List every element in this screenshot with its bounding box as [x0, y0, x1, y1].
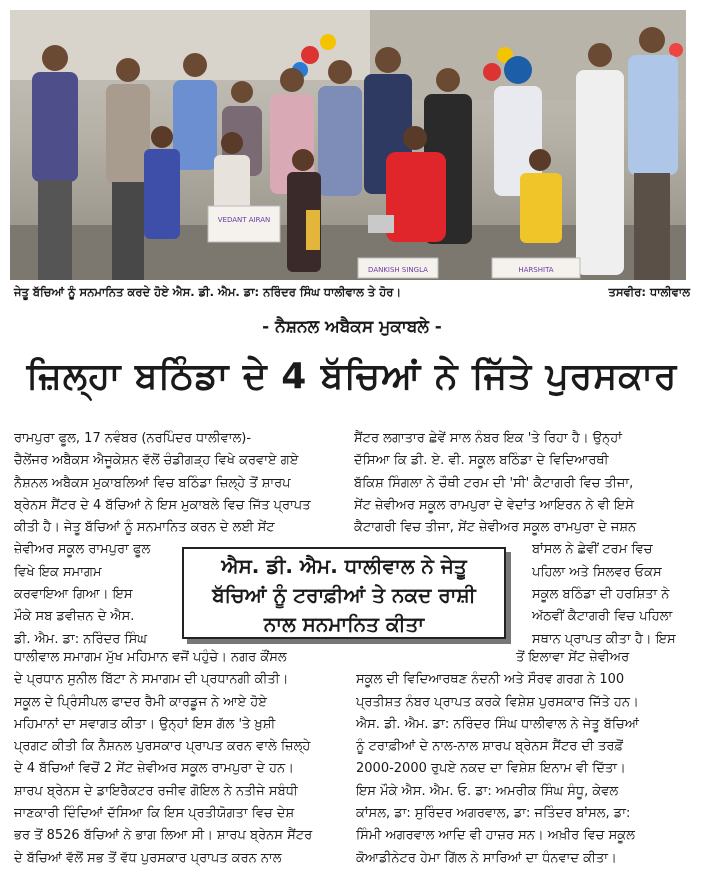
text-line: ਕਰਵਾਇਆ ਗਿਆ। ਇਸ: [14, 587, 133, 603]
text-line: ਸਿੰਮੀ ਅਗਰਵਾਲ ਆਦਿ ਵੀ ਹਾਜ਼ਰ ਸਨ। ਅਖ਼ੀਰ ਵਿਚ ਸਕੂਲ: [356, 828, 635, 844]
text-line: ਦੇ ਪ੍ਰਧਾਨ ਸੁਨੀਲ ਬਿੱਟਾ ਨੇ ਸਮਾਗਮ ਦੀ ਪ੍ਰਧਾਨਗੀ ਕੀਤੀ।: [14, 672, 289, 688]
text-line: ਸਥਾਨ ਪ੍ਰਾਪਤ ਕੀਤਾ ਹੈ। ਇਸ: [532, 631, 676, 647]
text-line: ਕੈਟਾਗਰੀ ਵਿਚ ਤੀਜਾ, ਸੇਂਟ ਜ਼ੇਵੀਅਰ ਸਕੂਲ ਰਾਮਪੁਰਾ ਦੇ ਜਸ਼ਨ: [354, 520, 637, 536]
column-right-bottom: [356, 647, 690, 870]
text-line: ਦੇ 4 ਬੱਚਿਆਂ ਵਿਚੋਂ 2 ਸੇਂਟ ਜ਼ੇਵੀਅਰ ਸਕੂਲ ਰਾਮਪੁਰਾ ਦੇ ਹਨ।: [14, 761, 294, 777]
text-line: ਕੀਤੀ ਹੈ। ਜੇਤੂ ਬੱਚਿਆਂ ਨੂੰ ਸਨਮਾਨਿਤ ਕਰਨ ਦੇ ਲਈ ਸੇਂਟ: [14, 520, 275, 536]
text-line: ਪ੍ਰਤੀਸ਼ਤ ਨੰਬਰ ਪ੍ਰਾਪਤ ਕਰਕੇ ਵਿਸ਼ੇਸ਼ ਪੁਰਸਕਾਰ ਜਿੱਤੇ ਹਨ।: [356, 694, 639, 710]
photo-caption: [14, 285, 690, 303]
photo-credit: ਤਸਵੀਰ: ਧਾਲੀਵਾਲ: [608, 285, 690, 299]
text-line: ਬਾਂਸਲ ਨੇ ਛੇਵੀਂ ਟਰਮ ਵਿਚ: [532, 542, 653, 558]
text-line: ਸੇਂਟ ਜ਼ੇਵੀਅਰ ਸਕੂਲ ਰਾਮਪੁਰਾ ਦੇ ਵੇਦਾਂਤ ਆਇਰਨ ਨੇ ਵੀ ਇਸੇ: [354, 497, 634, 513]
text-line: ਵਿਖੇ ਇਕ ਸਮਾਗਮ: [14, 564, 102, 580]
text-line: ਡੀ. ਐਮ. ਡਾ: ਨਰਿੰਦਰ ਸਿੰਘ: [14, 631, 147, 647]
board-name-3: HARSHITA: [518, 266, 554, 274]
board-name-1: VEDANT AIRAN: [217, 216, 271, 224]
text-line: ਕੋਆਡੀਨੇਟਰ ਹੇਮਾ ਗਿੱਲ ਨੇ ਸਾਰਿਆਂ ਦਾ ਧੰਨਵਾਦ ਕੀਤਾ।: [356, 850, 617, 866]
text-line: ਭਰ ਤੋਂ 8526 ਬੱਚਿਆਂ ਨੇ ਭਾਗ ਲਿਆ ਸੀ। ਸ਼ਾਰਪ ਬ੍ਰੇਨਸ ਸੈਂਟਰ: [14, 828, 313, 844]
text-line: ਬੱਕਿਸ਼ ਸਿੰਗਲਾ ਨੇ ਚੌਥੀ ਟਰਮ ਦੀ 'ਸੀ' ਕੈਟਾਗਰੀ ਵਿਚ ਤੀਜਾ,: [354, 475, 634, 491]
pull-quote-line: ਐਸ. ਡੀ. ਐਮ. ਧਾਲੀਵਾਲ ਨੇ ਜੇਤੂ: [221, 554, 467, 578]
text-line: ਰਾਮਪੁਰਾ ਫੂਲ, 17 ਨਵੰਬਰ (ਨਰਪਿੰਦਰ ਧਾਲੀਵਾਲ)-: [14, 431, 252, 446]
group-photo: [10, 10, 686, 280]
board-name-2: DANKISH SINGLA: [368, 266, 428, 274]
text-line: ਪ੍ਰਗਟ ਕੀਤੀ ਕਿ ਨੈਸ਼ਨਲ ਪੁਰਸਕਾਰ ਪ੍ਰਾਪਤ ਕਰਨ ਵਾਲੇ ਜ਼ਿਲ੍ਹੇ: [14, 739, 311, 755]
text-line: ਸਕੂਲ ਦੀ ਵਿਦਿਆਰਥਣ ਨੰਦਨੀ ਅਤੇ ਸੌਰਵ ਗਰਗ ਨੇ 100: [356, 672, 625, 688]
kicker: - ਨੈਸ਼ਨਲ ਅਬੈਕਸ ਮੁਕਾਬਲੇ -: [262, 317, 442, 337]
text-line: ਸ਼ਾਰਪ ਬ੍ਰੇਨਸ ਦੇ ਡਾਇਰੈਕਟਰ ਰਜੀਵ ਗੋਇਲ ਨੇ ਨਤੀਜੇ ਸਬੰਧੀ: [14, 783, 298, 799]
text-line: ਚੈਲੇਂਜਰ ਅਬੈਕਸ ਐਜੂਕੇਸ਼ਨ ਵੱਲੋਂ ਚੰਡੀਗੜ੍ਹ ਵਿਖੇ ਕਰਵਾਏ ਗਏ: [14, 453, 299, 469]
text-line: ਧਾਲੀਵਾਲ ਸਮਾਗਮ ਮੁੱਖ ਮਹਿਮਾਨ ਵਜੋਂ ਪਹੁੰਚੇ। ਨਗਰ ਕੌਂਸਲ: [14, 650, 287, 665]
text-line: ਅੱਠਵੀਂ ਕੈਟਾਗਰੀ ਵਿਚ ਪਹਿਲਾ: [532, 609, 673, 625]
text-line: ਤੋਂ ਇਲਾਵਾ ਸੇਂਟ ਜ਼ੇਵੀਅਰ: [516, 650, 630, 665]
column-left-bottom: [14, 647, 350, 870]
pull-quote-line: ਬੱਚਿਆਂ ਨੂੰ ਟਰਾਫ਼ੀਆਂ ਤੇ ਨਕਦ ਰਾਸ਼ੀ: [212, 583, 476, 607]
text-line: ਜ਼ੇਵੀਅਰ ਸਕੂਲ ਰਾਮਪੁਰਾ ਫੂਲ: [14, 542, 151, 558]
text-line: ਬ੍ਰੇਨਸ ਸੈਂਟਰ ਦੇ 4 ਬੱਚਿਆਂ ਨੇ ਇਸ ਮੁਕਾਬਲੇ ਵਿਚ ਜਿੱਤ ਪ੍ਰਾਪਤ: [14, 497, 311, 513]
group-photo-icon: [10, 10, 686, 280]
pull-quote: [182, 547, 506, 639]
text-line: ਨੈਸ਼ਨਲ ਅਬੈਕਸ ਮੁਕਾਬਲਿਆਂ ਵਿਚ ਬਠਿੰਡਾ ਜ਼ਿਲ੍ਹੇ ਤੋਂ ਸ਼ਾਰਪ: [14, 475, 291, 491]
text-line: ਨੂੰ ਟਰਾਫ਼ੀਆਂ ਦੇ ਨਾਲ-ਨਾਲ ਸ਼ਾਰਪ ਬ੍ਰੇਨਸ ਸੈਂਟਰ ਦੀ ਤਰਫ਼ੋਂ: [356, 739, 624, 755]
text-line: ਕਾਂਸਲ, ਡਾ: ਸੁਰਿੰਦਰ ਅਗਰਵਾਲ, ਡਾ: ਜਤਿੰਦਰ ਬਾਂਸਲ, ਡਾ:: [356, 806, 631, 822]
pull-quote-line: ਨਾਲ ਸਨਮਾਨਿਤ ਕੀਤਾ: [263, 612, 425, 636]
caption-text: ਜੇਤੂ ਬੱਚਿਆਂ ਨੂੰ ਸਨਮਾਨਿਤ ਕਰਦੇ ਹੋਏ ਐਸ. ਡੀ. ਐਮ. ਡਾ: ਨਰਿੰਦਰ ਸਿੰਘ ਧਾਲੀਵਾਲ ਤੇ ਹੋਰ।: [14, 285, 402, 299]
text-line: 2000-2000 ਰੁਪਏ ਨਕਦ ਦਾ ਵਿਸ਼ੇਸ਼ ਇਨਾਮ ਵੀ ਦਿੱਤਾ।: [356, 761, 626, 777]
text-line: ਦੇ ਬੱਚਿਆਂ ਵੱਲੋਂ ਸਭ ਤੋਂ ਵੱਧ ਪੁਰਸਕਾਰ ਪ੍ਰਾਪਤ ਕਰਨ ਨਾਲ: [14, 850, 282, 866]
text-line: ਐਸ. ਡੀ. ਐਮ. ਡਾ: ਨਰਿੰਦਰ ਸਿੰਘ ਧਾਲੀਵਾਲ ਨੇ ਜੇਤੂ ਬੱਚਿਆਂ: [356, 716, 639, 732]
text-line: ਦੱਸਿਆ ਕਿ ਡੀ. ਏ. ਵੀ. ਸਕੂਲ ਬਠਿੰਡਾ ਦੇ ਵਿਦਿਆਰਥੀ: [354, 453, 609, 469]
text-line: ਜਾਣਕਾਰੀ ਦਿੰਦਿਆਂ ਦੱਸਿਆ ਕਿ ਇਸ ਪ੍ਰਤੀਯੋਗਤਾ ਵਿਚ ਦੇਸ਼: [14, 806, 295, 822]
headline: ਜ਼ਿਲ੍ਹਾ ਬਠਿੰਡਾ ਦੇ 4 ਬੱਚਿਆਂ ਨੇ ਜਿੱਤੇ ਪੁਰਸਕਾਰ: [26, 356, 678, 397]
text-line: ਸਕੂਲ ਬਠਿੰਡਾ ਦੀ ਹਰਸ਼ਿਤਾ ਨੇ: [532, 587, 670, 603]
text-line: ਸਕੂਲ ਦੇ ਪ੍ਰਿੰਸੀਪਲ ਫਾਦਰ ਰੈਮੀ ਕਾਰਡੂਜ ਨੇ ਆਏ ਹੋਏ: [14, 694, 267, 710]
text-line: ਪਹਿਲਾ ਅਤੇ ਸਿਲਵਰ ਓਕਸ: [532, 564, 662, 580]
text-line: ਮੌਕੇ ਸਬ ਡਵੀਜ਼ਨ ਦੇ ਐਸ.: [14, 609, 135, 625]
text-line: ਇਸ ਮੌਕੇ ਐਸ. ਐਮ. ਓ. ਡਾ: ਅਮਰੀਕ ਸਿੰਘ ਸੰਧੂ, ਕੇਵਲ: [356, 783, 619, 799]
text-line: ਸੈਂਟਰ ਲਗਾਤਾਰ ਛੇਵੇਂ ਸਾਲ ਨੰਬਰ ਇਕ 'ਤੇ ਰਿਹਾ ਹੈ। ਉਨ੍ਹਾਂ: [354, 431, 622, 446]
text-line: ਮਹਿਮਾਨਾਂ ਦਾ ਸਵਾਗਤ ਕੀਤਾ। ਉਨ੍ਹਾਂ ਇਸ ਗੱਲ 'ਤੇ ਖ਼ੁਸ਼ੀ: [14, 716, 276, 732]
